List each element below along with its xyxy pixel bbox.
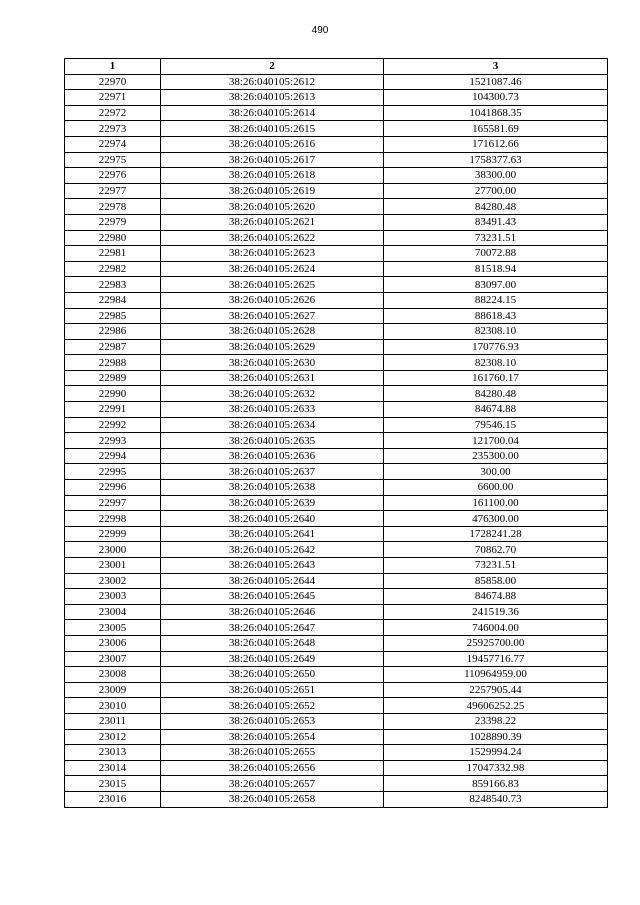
table-row — [65, 199, 608, 215]
value-cell: 300.00 — [384, 464, 608, 480]
value-cell: 25925700.00 — [384, 635, 608, 651]
value-cell: 70862.70 — [384, 542, 608, 558]
row-number-cell: 22973 — [65, 121, 161, 137]
row-number-cell: 23014 — [65, 760, 161, 776]
value-cell: 73231.51 — [384, 230, 608, 246]
cadastral-number-cell: 38:26:040105:2637 — [161, 464, 384, 480]
cadastral-number-cell: 38:26:040105:2631 — [161, 370, 384, 386]
table-row — [65, 635, 608, 651]
row-number-cell: 22978 — [65, 199, 161, 215]
table-row — [65, 760, 608, 776]
cadastral-value-table — [64, 58, 608, 808]
value-cell: 241519.36 — [384, 604, 608, 620]
value-cell: 170776.93 — [384, 339, 608, 355]
row-number-cell: 22976 — [65, 168, 161, 184]
table-row — [65, 604, 608, 620]
cadastral-number-cell: 38:26:040105:2645 — [161, 589, 384, 605]
cadastral-number-cell: 38:26:040105:2636 — [161, 448, 384, 464]
table-row — [65, 74, 608, 90]
cadastral-number-cell: 38:26:040105:2618 — [161, 168, 384, 184]
table-row — [65, 682, 608, 698]
row-number-cell: 22994 — [65, 448, 161, 464]
row-number-cell: 23003 — [65, 589, 161, 605]
cadastral-number-cell: 38:26:040105:2625 — [161, 277, 384, 293]
table-body — [65, 74, 608, 807]
row-number-cell: 22975 — [65, 152, 161, 168]
cadastral-number-cell: 38:26:040105:2642 — [161, 542, 384, 558]
table-row — [65, 386, 608, 402]
row-number-cell: 22982 — [65, 261, 161, 277]
row-number-cell: 22992 — [65, 417, 161, 433]
row-number-cell: 22990 — [65, 386, 161, 402]
row-number-cell: 22989 — [65, 370, 161, 386]
row-number-cell: 22995 — [65, 464, 161, 480]
value-cell: 88618.43 — [384, 308, 608, 324]
table-row — [65, 791, 608, 807]
value-cell: 73231.51 — [384, 558, 608, 574]
row-number-cell: 22970 — [65, 74, 161, 90]
cadastral-number-cell: 38:26:040105:2634 — [161, 417, 384, 433]
table-row — [65, 370, 608, 386]
cadastral-number-cell: 38:26:040105:2655 — [161, 745, 384, 761]
table-row — [65, 90, 608, 106]
row-number-cell: 22980 — [65, 230, 161, 246]
cadastral-number-cell: 38:26:040105:2616 — [161, 136, 384, 152]
table-row — [65, 277, 608, 293]
row-number-cell: 22972 — [65, 105, 161, 121]
row-number-cell: 23000 — [65, 542, 161, 558]
cadastral-number-cell: 38:26:040105:2617 — [161, 152, 384, 168]
table-row — [65, 573, 608, 589]
table-row — [65, 511, 608, 527]
cadastral-number-cell: 38:26:040105:2628 — [161, 324, 384, 340]
value-cell: 8248540.73 — [384, 791, 608, 807]
row-number-cell: 23015 — [65, 776, 161, 792]
value-cell: 81518.94 — [384, 261, 608, 277]
row-number-cell: 22981 — [65, 246, 161, 262]
table-row — [65, 464, 608, 480]
table-row — [65, 713, 608, 729]
value-cell: 235300.00 — [384, 448, 608, 464]
value-cell: 83097.00 — [384, 277, 608, 293]
cadastral-number-cell: 38:26:040105:2615 — [161, 121, 384, 137]
column-header-2: 2 — [161, 59, 384, 75]
row-number-cell: 22977 — [65, 183, 161, 199]
table-row — [65, 324, 608, 340]
table-row — [65, 620, 608, 636]
row-number-cell: 22974 — [65, 136, 161, 152]
value-cell: 83491.43 — [384, 214, 608, 230]
cadastral-number-cell: 38:26:040105:2658 — [161, 791, 384, 807]
cadastral-number-cell: 38:26:040105:2653 — [161, 713, 384, 729]
value-cell: 84674.88 — [384, 589, 608, 605]
row-number-cell: 22986 — [65, 324, 161, 340]
cadastral-number-cell: 38:26:040105:2614 — [161, 105, 384, 121]
cadastral-number-cell: 38:26:040105:2656 — [161, 760, 384, 776]
cadastral-number-cell: 38:26:040105:2646 — [161, 604, 384, 620]
row-number-cell: 23002 — [65, 573, 161, 589]
value-cell: 121700.04 — [384, 433, 608, 449]
cadastral-number-cell: 38:26:040105:2657 — [161, 776, 384, 792]
row-number-cell: 23008 — [65, 667, 161, 683]
table-row — [65, 105, 608, 121]
row-number-cell: 23009 — [65, 682, 161, 698]
cadastral-number-cell: 38:26:040105:2613 — [161, 90, 384, 106]
cadastral-number-cell: 38:26:040105:2639 — [161, 495, 384, 511]
cadastral-number-cell: 38:26:040105:2632 — [161, 386, 384, 402]
row-number-cell: 22984 — [65, 292, 161, 308]
row-number-cell: 22999 — [65, 526, 161, 542]
row-number-cell: 22988 — [65, 355, 161, 371]
value-cell: 84280.48 — [384, 199, 608, 215]
cadastral-number-cell: 38:26:040105:2630 — [161, 355, 384, 371]
cadastral-number-cell: 38:26:040105:2622 — [161, 230, 384, 246]
table-row — [65, 448, 608, 464]
row-number-cell: 23007 — [65, 651, 161, 667]
table-row — [65, 261, 608, 277]
page-number: 490 — [311, 25, 329, 36]
cadastral-number-cell: 38:26:040105:2627 — [161, 308, 384, 324]
row-number-cell: 23012 — [65, 729, 161, 745]
cadastral-number-cell: 38:26:040105:2626 — [161, 292, 384, 308]
cadastral-number-cell: 38:26:040105:2654 — [161, 729, 384, 745]
table-row — [65, 417, 608, 433]
cadastral-number-cell: 38:26:040105:2623 — [161, 246, 384, 262]
cadastral-number-cell: 38:26:040105:2650 — [161, 667, 384, 683]
row-number-cell: 23011 — [65, 713, 161, 729]
cadastral-number-cell: 38:26:040105:2640 — [161, 511, 384, 527]
value-cell: 1758377.63 — [384, 152, 608, 168]
table-row — [65, 542, 608, 558]
value-cell: 2257905.44 — [384, 682, 608, 698]
value-cell: 1028890.39 — [384, 729, 608, 745]
cadastral-number-cell: 38:26:040105:2620 — [161, 199, 384, 215]
row-number-cell: 22987 — [65, 339, 161, 355]
value-cell: 859166.83 — [384, 776, 608, 792]
cadastral-number-cell: 38:26:040105:2652 — [161, 698, 384, 714]
value-cell: 104300.73 — [384, 90, 608, 106]
row-number-cell: 22993 — [65, 433, 161, 449]
cadastral-number-cell: 38:26:040105:2638 — [161, 480, 384, 496]
cadastral-number-cell: 38:26:040105:2651 — [161, 682, 384, 698]
value-cell: 23398.22 — [384, 713, 608, 729]
row-number-cell: 23006 — [65, 635, 161, 651]
cadastral-number-cell: 38:26:040105:2635 — [161, 433, 384, 449]
table-header-row — [65, 59, 608, 75]
table-row — [65, 402, 608, 418]
table-row — [65, 433, 608, 449]
value-cell: 19457716.77 — [384, 651, 608, 667]
value-cell: 84280.48 — [384, 386, 608, 402]
cadastral-number-cell: 38:26:040105:2619 — [161, 183, 384, 199]
value-cell: 82308.10 — [384, 355, 608, 371]
cadastral-number-cell: 38:26:040105:2621 — [161, 214, 384, 230]
value-cell: 88224.15 — [384, 292, 608, 308]
table-row — [65, 495, 608, 511]
table-row — [65, 480, 608, 496]
value-cell: 476300.00 — [384, 511, 608, 527]
table-row — [65, 589, 608, 605]
value-cell: 161100.00 — [384, 495, 608, 511]
table-row — [65, 526, 608, 542]
table-row — [65, 558, 608, 574]
table-row — [65, 745, 608, 761]
table-row — [65, 292, 608, 308]
table-row — [65, 776, 608, 792]
table-row — [65, 168, 608, 184]
row-number-cell: 22971 — [65, 90, 161, 106]
row-number-cell: 23005 — [65, 620, 161, 636]
table-row — [65, 121, 608, 137]
value-cell: 84674.88 — [384, 402, 608, 418]
row-number-cell: 23013 — [65, 745, 161, 761]
column-header-3: 3 — [384, 59, 608, 75]
table-row — [65, 308, 608, 324]
cadastral-number-cell: 38:26:040105:2612 — [161, 74, 384, 90]
value-cell: 161760.17 — [384, 370, 608, 386]
row-number-cell: 23016 — [65, 791, 161, 807]
cadastral-number-cell: 38:26:040105:2647 — [161, 620, 384, 636]
cadastral-number-cell: 38:26:040105:2649 — [161, 651, 384, 667]
cadastral-number-cell: 38:26:040105:2644 — [161, 573, 384, 589]
table-row — [65, 214, 608, 230]
value-cell: 27700.00 — [384, 183, 608, 199]
row-number-cell: 22997 — [65, 495, 161, 511]
row-number-cell: 22998 — [65, 511, 161, 527]
table-row — [65, 729, 608, 745]
row-number-cell: 22985 — [65, 308, 161, 324]
value-cell: 1041868.35 — [384, 105, 608, 121]
value-cell: 1529994.24 — [384, 745, 608, 761]
cadastral-number-cell: 38:26:040105:2624 — [161, 261, 384, 277]
value-cell: 1728241.28 — [384, 526, 608, 542]
value-cell: 79546.15 — [384, 417, 608, 433]
table-row — [65, 698, 608, 714]
value-cell: 70072.88 — [384, 246, 608, 262]
value-cell: 746004.00 — [384, 620, 608, 636]
cadastral-number-cell: 38:26:040105:2643 — [161, 558, 384, 574]
value-cell: 6600.00 — [384, 480, 608, 496]
value-cell: 1521087.46 — [384, 74, 608, 90]
column-header-1: 1 — [65, 59, 161, 75]
value-cell: 82308.10 — [384, 324, 608, 340]
cadastral-number-cell: 38:26:040105:2633 — [161, 402, 384, 418]
value-cell: 110964959.00 — [384, 667, 608, 683]
row-number-cell: 22996 — [65, 480, 161, 496]
row-number-cell: 22979 — [65, 214, 161, 230]
cadastral-number-cell: 38:26:040105:2629 — [161, 339, 384, 355]
value-cell: 165581.69 — [384, 121, 608, 137]
value-cell: 171612.66 — [384, 136, 608, 152]
row-number-cell: 22983 — [65, 277, 161, 293]
table-row — [65, 152, 608, 168]
value-cell: 49606252.25 — [384, 698, 608, 714]
value-cell: 38300.00 — [384, 168, 608, 184]
row-number-cell: 23004 — [65, 604, 161, 620]
cadastral-number-cell: 38:26:040105:2648 — [161, 635, 384, 651]
table-row — [65, 183, 608, 199]
table-row — [65, 230, 608, 246]
cadastral-number-cell: 38:26:040105:2641 — [161, 526, 384, 542]
row-number-cell: 22991 — [65, 402, 161, 418]
table-row — [65, 355, 608, 371]
table-row — [65, 136, 608, 152]
table-row — [65, 339, 608, 355]
table-row — [65, 651, 608, 667]
value-cell: 17047332.98 — [384, 760, 608, 776]
table-row — [65, 246, 608, 262]
row-number-cell: 23010 — [65, 698, 161, 714]
row-number-cell: 23001 — [65, 558, 161, 574]
table-row — [65, 667, 608, 683]
value-cell: 85858.00 — [384, 573, 608, 589]
